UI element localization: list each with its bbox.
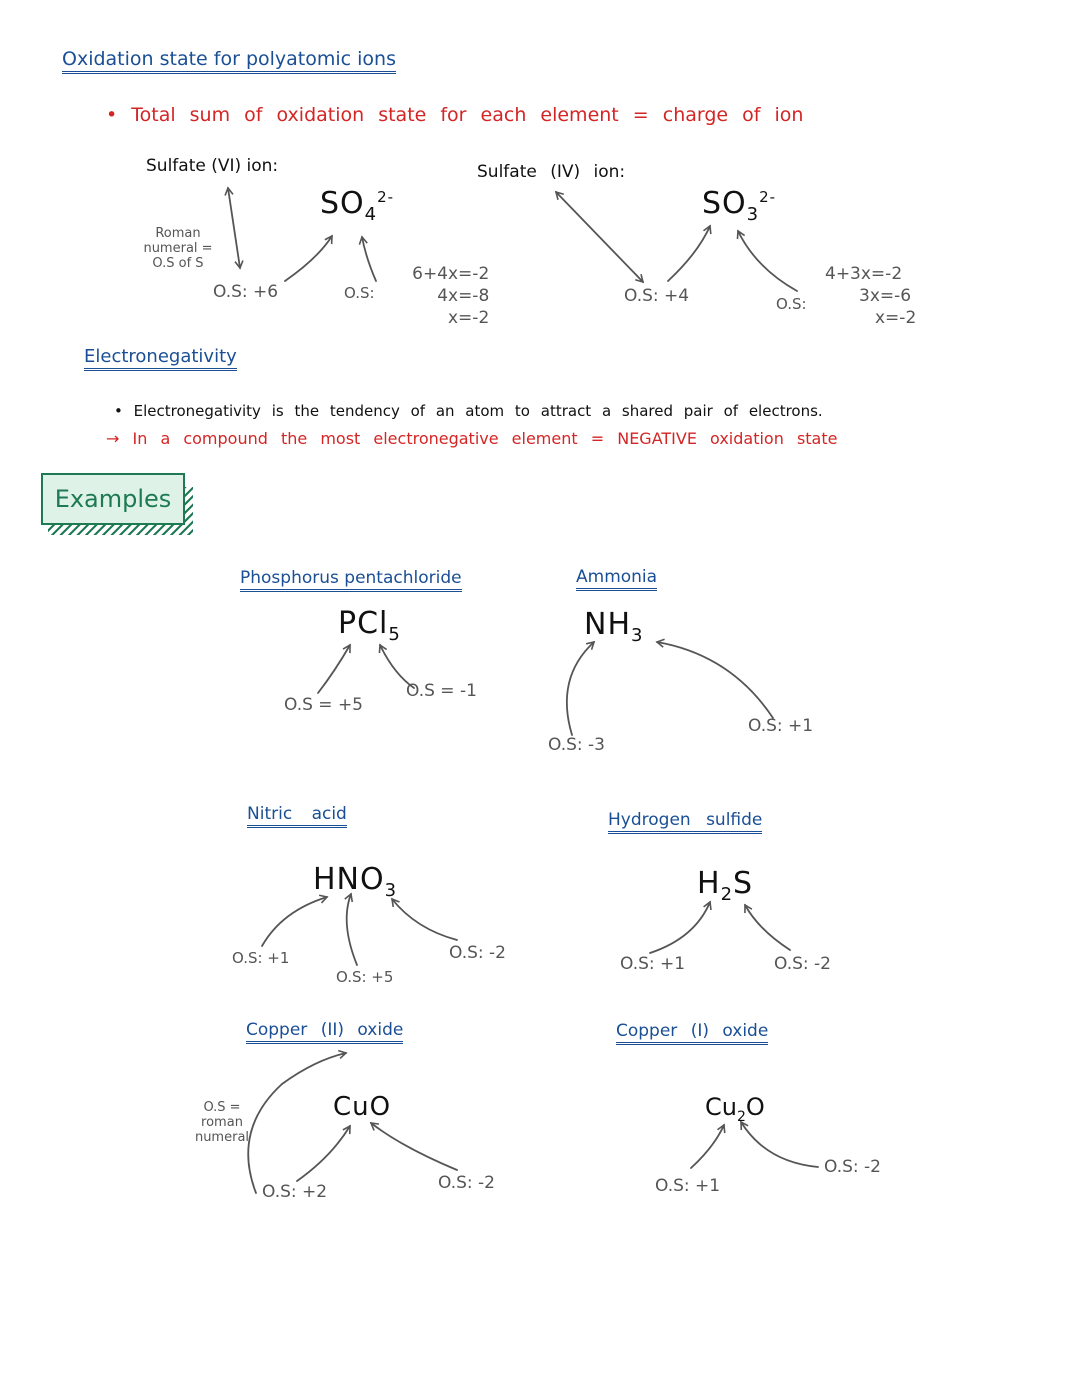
calc-line: 4+3x=-2	[825, 264, 903, 284]
formula-hno3-sub: 3	[384, 880, 398, 901]
arrow-cu2o-cu	[691, 1125, 724, 1168]
note-line: numeral =	[143, 241, 213, 256]
formula-so3-main: SO	[702, 186, 747, 221]
title-ammonia: Ammonia	[576, 567, 657, 591]
formula-cuo: CuO	[333, 1092, 392, 1122]
calc-line: x=-2	[875, 308, 917, 328]
formula-hno3-main: HNO	[313, 862, 385, 897]
examples-box: Examples	[41, 473, 185, 525]
arrow-roman-to-title	[248, 1053, 346, 1193]
title-phosphorus-pentachloride: Phosphorus pentachloride	[240, 568, 462, 592]
arrow-h2s-s	[745, 905, 790, 950]
os-sulfur-vi: O.S: +6	[213, 282, 279, 302]
arrow-h2s-h	[650, 902, 710, 953]
roman-numeral-note-cuo	[193, 1100, 251, 1145]
os-oxygen-vi: O.S:	[344, 284, 375, 302]
arrow-oso-to-so3	[738, 231, 797, 291]
os-nh3-n: O.S: -3	[548, 735, 605, 755]
roman-numeral-note	[138, 226, 218, 271]
formula-so4-charge: 2-	[377, 188, 395, 206]
heading-electronegativity: Electronegativity	[84, 346, 237, 371]
formula-so4	[320, 186, 394, 225]
arrow-oso-to-so4	[362, 237, 376, 281]
arrow-hno3-h	[262, 897, 327, 946]
calc-line: x=-2	[448, 308, 490, 328]
calc-line: 3x=-6	[859, 286, 912, 306]
formula-h2s	[697, 866, 753, 905]
calc-line: 4x=-8	[437, 286, 490, 306]
os-pcl5-p: O.S = +5	[284, 695, 363, 715]
formula-cu2o	[705, 1093, 765, 1125]
formula-pcl5-main: PCl	[338, 606, 389, 641]
os-cu2o-o: O.S: -2	[824, 1157, 881, 1177]
formula-cu2o-o: O	[745, 1093, 765, 1121]
arrow-os4-to-so3	[668, 226, 710, 281]
formula-cu2o-cu: Cu	[705, 1093, 737, 1121]
heading-polyatomic: Oxidation state for polyatomic ions	[62, 48, 396, 74]
arrow-hno3-o	[392, 899, 457, 940]
arrow-hno3-n	[347, 894, 357, 965]
os-pcl5-cl: O.S = -1	[406, 681, 477, 701]
os-sulfur-iv: O.S: +4	[624, 286, 690, 306]
formula-hno3	[313, 862, 397, 901]
arrow-cuo-cu	[297, 1126, 350, 1181]
arrow-cuo-o	[371, 1123, 457, 1170]
calc-line: 6+4x=-2	[412, 264, 490, 284]
electronegativity-definition: • Electronegativity is the tendency of an atom to attract a shared pair of electrons.	[114, 402, 823, 420]
arrow-os6-to-so4	[285, 236, 332, 281]
note-line: Roman	[155, 226, 201, 241]
os-cuo-cu: O.S: +2	[262, 1182, 328, 1202]
os-h2s-s: O.S: -2	[774, 954, 831, 974]
formula-nh3-main: NH	[584, 607, 631, 642]
arrow-label-to-os4	[556, 192, 643, 282]
sulfate-iv-label: Sulfate (IV) ion:	[477, 162, 626, 182]
calc-sulfate-vi	[398, 263, 489, 329]
formula-nh3	[584, 607, 643, 646]
os-hno3-h: O.S: +1	[232, 949, 290, 967]
note-line: numeral	[194, 1130, 250, 1145]
note-line: O.S of S	[152, 256, 204, 271]
formula-so4-sub: 4	[364, 204, 378, 225]
title-copper-ii-oxide: Copper (II) oxide	[246, 1020, 403, 1044]
os-oxygen-iv: O.S:	[776, 295, 807, 313]
arrow-pcl5-p	[318, 645, 350, 693]
title-copper-i-oxide: Copper (I) oxide	[616, 1021, 768, 1045]
sulfate-vi-label: Sulfate (VI) ion:	[146, 156, 279, 176]
os-h2s-h: O.S: +1	[620, 954, 686, 974]
formula-cu2o-sub: 2	[736, 1108, 746, 1125]
arrow-nh3-h	[657, 642, 773, 718]
note-line: O.S =	[203, 1100, 241, 1115]
os-hno3-o: O.S: -2	[449, 943, 506, 963]
title-hydrogen-sulfide: Hydrogen sulfide	[608, 810, 762, 834]
os-nh3-h: O.S: +1	[748, 716, 814, 736]
arrow-cu2o-o	[741, 1122, 818, 1167]
arrow-roman-to-os	[228, 188, 240, 268]
formula-nh3-sub: 3	[631, 625, 644, 646]
negative-os-rule: → In a compound the most electronegative element = NEGATIVE oxidation state	[106, 429, 838, 448]
formula-h2s-s: S	[733, 866, 754, 901]
formula-pcl5	[338, 606, 401, 645]
formula-h2s-sub: 2	[720, 884, 734, 905]
formula-so3-sub: 3	[746, 204, 760, 225]
formula-pcl5-sub: 5	[388, 624, 401, 645]
formula-so4-main: SO	[320, 186, 365, 221]
total-sum-rule: • Total sum of oxidation state for each element = charge of ion	[106, 104, 804, 126]
note-line: roman	[201, 1115, 243, 1130]
formula-so3	[702, 186, 776, 225]
formula-so3-charge: 2-	[759, 188, 777, 206]
os-cu2o-cu: O.S: +1	[655, 1176, 721, 1196]
os-hno3-n: O.S: +5	[336, 968, 394, 986]
formula-h2s-h: H	[697, 866, 721, 901]
arrow-nh3-n	[567, 642, 594, 735]
calc-sulfate-iv	[825, 263, 916, 329]
os-cuo-o: O.S: -2	[438, 1173, 495, 1193]
title-nitric-acid: Nitric acid	[247, 804, 347, 828]
